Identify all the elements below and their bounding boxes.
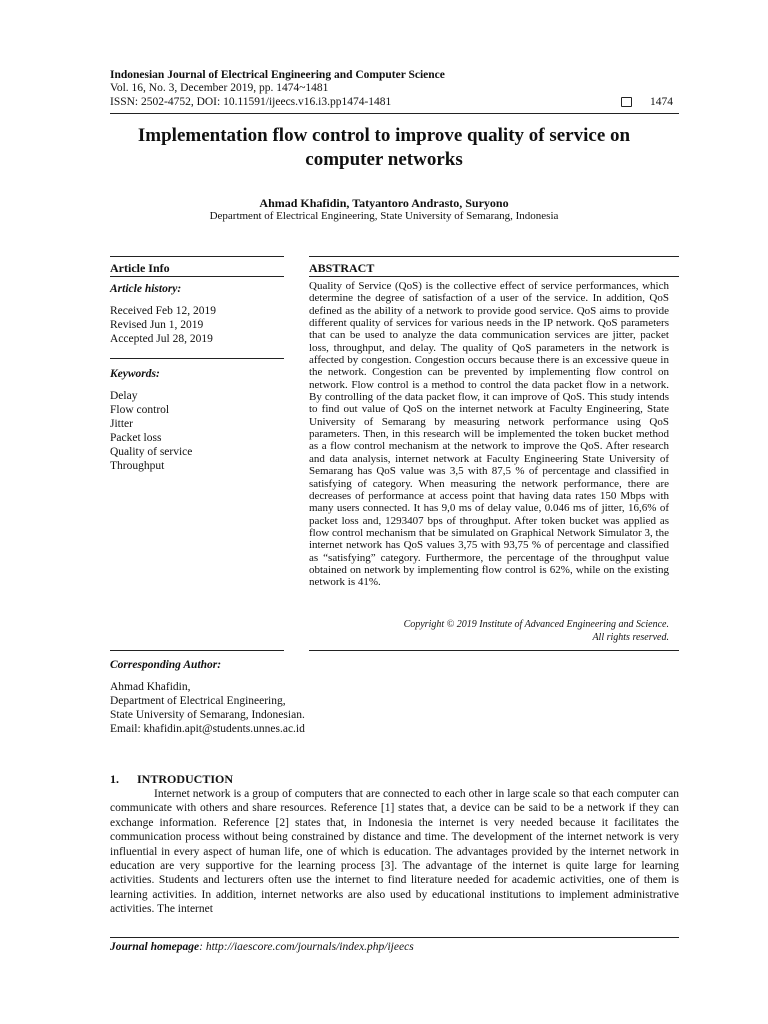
page-number: 1474 xyxy=(650,96,673,108)
corresponding-details xyxy=(110,680,305,736)
author-department: Department of Electrical Engineering, xyxy=(110,695,286,707)
keyword: Throughput xyxy=(110,460,165,472)
history-rule xyxy=(110,358,284,359)
info-header-rule xyxy=(110,276,284,277)
keyword: Jitter xyxy=(110,418,133,430)
history-accepted: Accepted Jul 28, 2019 xyxy=(110,333,213,345)
affiliation: Department of Electrical Engineering, State University of Semarang, Indonesia xyxy=(209,210,559,222)
info-top-rule xyxy=(110,256,284,257)
info-bottom-rule xyxy=(110,650,284,651)
keyword: Packet loss xyxy=(110,432,162,444)
corresponding-heading: Corresponding Author: xyxy=(110,659,222,671)
issn-doi: ISSN: 2502-4752, DOI: 10.11591/ijeecs.v16.i3.pp1474-1481 xyxy=(110,96,392,108)
journal-name: Indonesian Journal of Electrical Engineering and Computer Science xyxy=(110,69,445,81)
keyword: Delay xyxy=(110,390,138,402)
rights-line: All rights reserved. xyxy=(592,632,669,643)
history-list xyxy=(110,304,216,346)
copyright-notice xyxy=(309,618,669,644)
authors: Ahmad Khafidin, Tatyantoro Andrasto, Suryono xyxy=(259,196,509,210)
keyword: Flow control xyxy=(110,404,170,416)
abstract-text: Quality of Service (QoS) is the collective effect of service performances, which determine the degree of satisfaction of a user of the service. In addition, QoS defined as the ability of a network to provide good service. QoS aims to provide different quality of services for various needs in the IP network. QoS parameters that can be used to analyze the data communication services are jitter, packet loss, throughput, and delay. The quality of QoS parameters in the network is affected by congestion. Congestion occurs because there is an excessive queue in the network. Congestion can be prevented by implementing flow control on network. Flow control is a method to control the data packet flow in a network. By controlling of the data packet flow, it can improve of QoS. This study intends to find out value of QoS on the internet network at Faculty Engineering, State University of Semarang by measuring network performance using QoS parameters. Then, in this research will be implemented the token bucket method as a flow control mechanism at the network to improve the QoS. After research and data analysis, internet network at Faculty Engineering State University of Semarang has QoS value was 3,5 with 87,5 % of percentage and classified in satisfying of category. When measuring the network performance, there are decreases of performance at access point that having data rates 150 Mbps with many users connected. It has 9,0 ms of delay value, 0.046 ms of jitter, 16,6% of packet loss and, 1293407 bps of throughput. After token bucket was applied as flow control mechanism that be simulated on Graphical Network Simulator 3, the internet network has QoS values 3,75 with 93,75 % of percentage and classified as “satisfying” category. Furthermore, the percentage of the throughput value obtained on network by implementing flow control is 62%, while on the existing network is 41%. xyxy=(309,280,669,589)
article-info-heading: Article Info xyxy=(110,261,170,275)
keywords-list xyxy=(110,389,192,473)
keywords-heading: Keywords: xyxy=(110,368,160,380)
abstract-bottom-rule xyxy=(309,650,679,651)
volume-info: Vol. 16, No. 3, December 2019, pp. 1474~1481 xyxy=(110,82,329,94)
homepage-url[interactable]: http://iaescore.com/journals/index.php/ijeecs xyxy=(205,941,414,953)
author-name: Ahmad Khafidin, xyxy=(110,681,191,693)
footer-rule xyxy=(110,937,679,938)
homepage-colon: : xyxy=(199,941,206,953)
abstract-header-rule xyxy=(309,276,679,277)
journal-homepage xyxy=(110,941,414,953)
history-revised: Revised Jun 1, 2019 xyxy=(110,319,204,331)
section-title: INTRODUCTION xyxy=(137,772,234,786)
homepage-label: Journal homepage xyxy=(110,941,200,953)
author-university: State University of Semarang, Indonesian. xyxy=(110,709,305,721)
square-icon xyxy=(621,97,632,107)
header-rule xyxy=(110,113,679,114)
article-history-heading: Article history: xyxy=(110,283,182,295)
section-number: 1. xyxy=(110,772,119,786)
history-received: Received Feb 12, 2019 xyxy=(110,305,217,317)
introduction-text: Internet network is a group of computers that are connected to each other in large scale so that each computer can communicate with others and share resources. Reference [1] states that, a device can be said to be a network if they can exchange information. Reference [2] states that, in Indonesia the internet is very needed because it facilitates the communication process without being constrained by distance and time. The development of the internet network is very influential in every aspect of human life, one of which is education. The advantages provided by the internet network in education are very supportive for the learning process [3]. The advantage of the internet is quite large for learning activities. Students and lecturers often use the internet to find literature needed for academic activities, one of them is learning activities. In addition, internet networks are also used by educational institutions to implement administrative activities. The internet xyxy=(110,788,679,916)
keyword: Quality of service xyxy=(110,446,193,458)
copyright-line: Copyright © 2019 Institute of Advanced Engineering and Science. xyxy=(403,619,669,630)
introduction-heading xyxy=(110,772,233,787)
abstract-top-rule xyxy=(309,256,679,257)
author-email: Email: khafidin.apit@students.unnes.ac.id xyxy=(110,723,305,735)
abstract-heading: ABSTRACT xyxy=(309,261,375,275)
paper-title: Implementation flow control to improve quality of service on computer networks xyxy=(137,125,631,170)
